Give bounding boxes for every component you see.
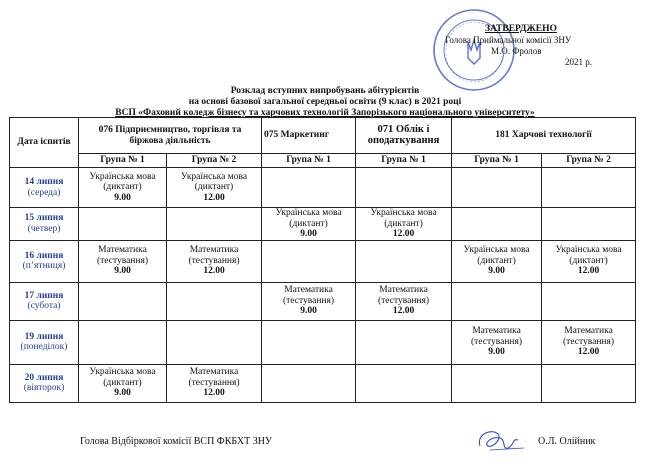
exam-subject: Математика — [98, 245, 147, 256]
exam-weekday: (понеділок) — [20, 342, 68, 352]
exam-cell — [79, 168, 167, 208]
exam-date: 15 липня — [24, 213, 64, 224]
exam-type: (тестування) — [188, 377, 240, 388]
empty-cell — [167, 282, 262, 320]
empty-cell — [356, 240, 452, 282]
group-header: Група № 2 — [167, 154, 262, 168]
empty-cell — [167, 320, 262, 364]
specialty-076-header: 076 Підприємництво, торгівля та біржова діяльність — [79, 118, 262, 154]
exam-time: 12.00 — [392, 306, 415, 317]
exam-date-cell — [10, 282, 79, 320]
exam-date-cell — [10, 168, 79, 208]
exam-subject: Українська мова — [89, 367, 156, 378]
heading-line-3: ВСП «Фаховий коледж бізнесу та харчових технологій Запорізького національного університету» — [115, 108, 535, 118]
empty-cell — [262, 320, 356, 364]
exam-cell — [79, 364, 167, 402]
exam-weekday: (середа) — [27, 187, 61, 198]
empty-cell — [452, 168, 542, 208]
empty-cell — [262, 240, 356, 282]
exam-weekday: (четвер) — [27, 223, 61, 234]
empty-cell — [542, 168, 636, 208]
exam-subject: Українська мова — [89, 171, 156, 182]
exam-time: 12.00 — [203, 266, 225, 277]
exam-cell — [262, 208, 356, 241]
date-column-header: Дата іспитів — [10, 118, 79, 168]
exam-subject: Українська мова — [275, 208, 342, 218]
exam-type: (диктант) — [103, 377, 142, 388]
exam-subject: Українська мова — [555, 245, 622, 256]
exam-type: (диктант) — [569, 255, 608, 266]
exam-cell — [262, 282, 356, 320]
exam-date-cell — [10, 364, 79, 402]
footer-signatory: О.Л. Олійник — [538, 436, 596, 447]
group-header: Група № 1 — [79, 154, 167, 168]
empty-cell — [79, 282, 167, 320]
empty-cell — [262, 364, 356, 402]
exam-date-cell — [10, 208, 79, 241]
exam-schedule-table — [9, 117, 636, 403]
exam-weekday: (п’ятниця) — [22, 261, 66, 271]
document-heading — [0, 86, 650, 119]
exam-time: 9.00 — [488, 347, 505, 358]
table-row — [10, 168, 636, 208]
exam-date: 20 липня — [24, 372, 64, 383]
signature-icon — [472, 424, 532, 458]
empty-cell — [167, 208, 262, 241]
approval-signatory: М.О. Фролов — [491, 46, 542, 56]
empty-cell — [452, 208, 542, 241]
empty-cell — [542, 364, 636, 402]
exam-type: (диктант) — [384, 218, 423, 229]
group-header: Група № 1 — [356, 154, 452, 168]
exam-weekday: (субота) — [27, 301, 61, 311]
group-header: Група № 2 — [542, 154, 636, 168]
exam-subject: Українська мова — [180, 171, 248, 182]
exam-subject: Математика — [472, 326, 521, 337]
empty-cell — [356, 168, 452, 208]
footer-position: Голова Відбіркової комісії ВСП ФКБХТ ЗНУ — [80, 436, 273, 447]
exam-type: (диктант) — [194, 182, 234, 193]
exam-date-cell — [10, 240, 79, 282]
exam-cell — [542, 240, 636, 282]
exam-time: 12.00 — [203, 388, 225, 399]
exam-time: 9.00 — [488, 266, 505, 277]
exam-type: (тестування) — [96, 255, 149, 266]
exam-time: 12.00 — [577, 347, 600, 358]
exam-weekday: (вівторок) — [23, 383, 65, 393]
exam-subject: Українська мова — [370, 208, 437, 218]
empty-cell — [356, 364, 452, 402]
table-row — [10, 282, 636, 320]
exam-date-cell — [10, 320, 79, 364]
exam-subject: Математика — [189, 367, 239, 378]
exam-cell — [167, 168, 262, 208]
empty-cell — [452, 282, 542, 320]
table-row — [10, 240, 636, 282]
exam-type: (тестування) — [282, 295, 335, 306]
approval-position: Голова Приймальної комісії ЗНУ — [445, 35, 572, 45]
exam-subject: Математика — [284, 285, 333, 296]
exam-cell — [452, 320, 542, 364]
specialty-071-header: 071 Облік і оподаткування — [356, 118, 452, 154]
exam-time: 9.00 — [114, 266, 131, 277]
exam-cell — [79, 240, 167, 282]
heading-line-2: на основі базової загальної середньої освіти (9 клас) в 2021 році — [188, 97, 462, 107]
exam-type: (тестування) — [563, 336, 615, 347]
exam-subject: Математика — [564, 326, 613, 337]
exam-date: 19 липня — [24, 331, 64, 342]
exam-type: (тестування) — [188, 255, 240, 266]
heading-line-1: Розклад вступних випробувань абітурієнтів — [230, 86, 420, 96]
approval-year: 2021 р. — [565, 57, 592, 67]
empty-cell — [79, 320, 167, 364]
exam-time: 9.00 — [300, 306, 317, 317]
specialty-181-header: 181 Харчові технології — [452, 118, 636, 154]
exam-time: 9.00 — [300, 229, 317, 239]
empty-cell — [356, 320, 452, 364]
table-row — [10, 364, 636, 402]
exam-date: 14 липня — [24, 177, 64, 187]
exam-type: (диктант) — [477, 255, 516, 266]
group-header: Група № 1 — [262, 154, 356, 168]
exam-cell — [452, 240, 542, 282]
empty-cell — [542, 282, 636, 320]
exam-subject: Математика — [189, 245, 239, 256]
exam-type: (диктант) — [289, 218, 328, 229]
exam-cell — [167, 240, 262, 282]
group-header: Група № 1 — [452, 154, 542, 168]
empty-cell — [79, 208, 167, 241]
exam-subject: Українська мова — [463, 245, 530, 256]
exam-time: 9.00 — [114, 192, 131, 203]
empty-cell — [262, 168, 356, 208]
exam-time: 12.00 — [203, 192, 225, 203]
exam-time: 12.00 — [577, 266, 600, 277]
exam-type: (тестування) — [377, 295, 430, 306]
empty-cell — [542, 208, 636, 241]
exam-type: (тестування) — [470, 336, 523, 347]
exam-cell — [542, 320, 636, 364]
approval-title: ЗАТВЕРДЖЕНО — [485, 24, 557, 34]
exam-time: 12.00 — [392, 229, 415, 239]
empty-cell — [452, 364, 542, 402]
exam-date: 17 липня — [24, 290, 64, 301]
specialty-075-header: 075 Маркетинг — [262, 118, 356, 154]
table-row — [10, 208, 636, 241]
exam-cell — [356, 282, 452, 320]
exam-time: 9.00 — [114, 388, 131, 399]
table-row — [10, 320, 636, 364]
approval-block — [445, 24, 592, 68]
exam-date: 16 липня — [24, 250, 64, 261]
exam-type: (диктант) — [103, 182, 142, 193]
exam-cell — [167, 364, 262, 402]
exam-subject: Математика — [379, 285, 428, 296]
exam-cell — [356, 208, 452, 241]
